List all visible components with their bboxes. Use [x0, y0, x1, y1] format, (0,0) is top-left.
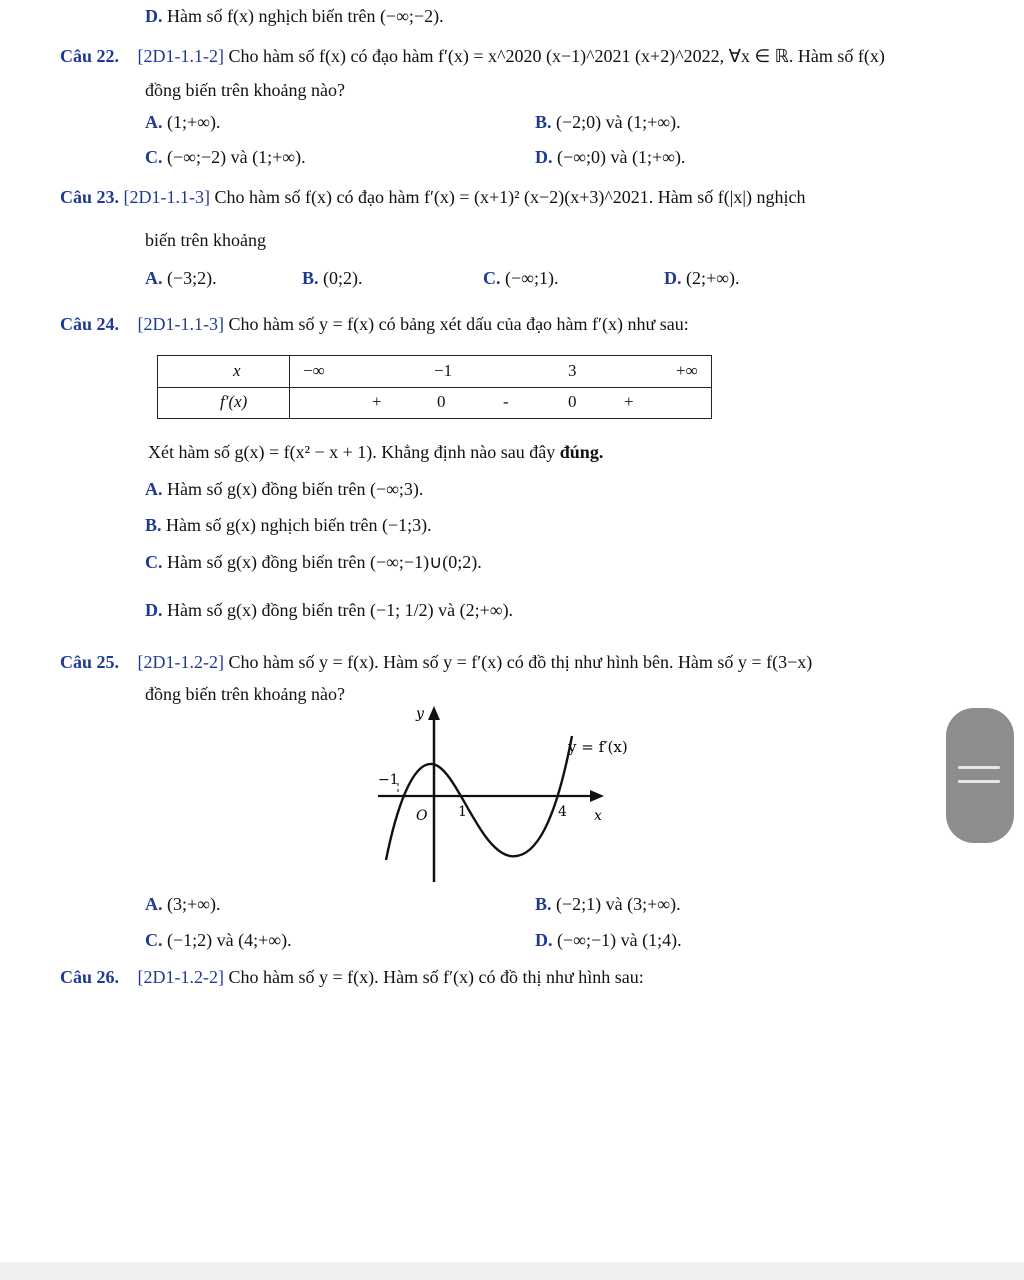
sign: -	[503, 392, 509, 411]
sign: 0	[437, 392, 446, 411]
x-value: −∞	[303, 361, 325, 380]
q23-stem-line2: biến trên khoảng	[145, 230, 266, 250]
q25-option-b: B. (−2;1) và (3;+∞).	[535, 894, 681, 914]
x-axis-label: x	[594, 808, 602, 824]
tick-minus1: −1	[378, 772, 399, 788]
derivative-graph	[372, 700, 654, 885]
q23-option-b: B. (0;2).	[302, 268, 363, 288]
grip-line-icon	[958, 766, 1000, 769]
curve-label: y = f′(x)	[568, 738, 628, 756]
sign: +	[372, 392, 382, 411]
q23-option-c: C. (−∞;1).	[483, 268, 559, 288]
q25-option-a: A. (3;+∞).	[145, 894, 221, 914]
q22-option-a: A. (1;+∞).	[145, 112, 221, 132]
y-axis-arrow	[428, 706, 440, 720]
q24-consider: Xét hàm số g(x) = f(x² − x + 1). Khẳng định nào sau đây đúng.	[148, 442, 604, 462]
sign-table	[157, 355, 712, 419]
q24-option-b: B. Hàm số g(x) nghịch biến trên (−1;3).	[145, 515, 432, 535]
q24-option-c: C. Hàm số g(x) đồng biến trên (−∞;−1)∪(0;2).	[145, 552, 482, 572]
q26-stem: Câu 26. [2D1-1.2-2] Cho hàm số y = f(x). Hàm số f′(x) có đồ thị như hình sau:	[60, 967, 644, 987]
q25-option-c: C. (−1;2) và (4;+∞).	[145, 930, 292, 950]
q25-stem: Câu 25. [2D1-1.2-2] Cho hàm số y = f(x). Hàm số y = f′(x) có đồ thị như hình bên. Hàm số y = f(3−x)	[60, 652, 813, 672]
table-divider	[289, 356, 290, 418]
sign: 0	[568, 392, 577, 411]
fprime-curve	[386, 736, 572, 860]
q25-option-d: D. (−∞;−1) và (1;4).	[535, 930, 682, 950]
x-axis-arrow	[590, 790, 604, 802]
sign-table-x-row	[158, 356, 711, 388]
grip-line-icon	[958, 780, 1000, 783]
tick-4: 4	[558, 804, 567, 820]
x-label: x	[233, 361, 241, 380]
q23-stem: Câu 23. [2D1-1.1-3] Cho hàm số f(x) có đạo hàm f′(x) = (x+1)² (x−2)(x+3)^2021. Hàm số f(|x|) nghịch	[60, 187, 806, 207]
q24-option-d: D. Hàm số g(x) đồng biến trên (−1; 1/2) và (2;+∞).	[145, 600, 514, 620]
q22-option-d: D. (−∞;0) và (1;+∞).	[535, 147, 686, 167]
q22-option-c: C. (−∞;−2) và (1;+∞).	[145, 147, 306, 167]
q23-option-a: A. (−3;2).	[145, 268, 217, 288]
q22-stem: Câu 22. [2D1-1.1-2] Cho hàm số f(x) có đạo hàm f′(x) = x^2020 (x−1)^2021 (x+2)^2022, ∀x ∈ ℝ. Hàm số f(x)	[60, 46, 885, 66]
q22-option-b: B. (−2;0) và (1;+∞).	[535, 112, 681, 132]
q21-option-d: D. Hàm số f(x) nghịch biến trên (−∞;−2).	[145, 6, 444, 26]
q24-stem: Câu 24. [2D1-1.1-3] Cho hàm số y = f(x) có bảng xét dấu của đạo hàm f′(x) như sau:	[60, 314, 689, 334]
tick-origin: O	[416, 808, 428, 824]
fp-label: f′(x)	[220, 392, 248, 411]
x-value: −1	[434, 361, 453, 380]
scroll-handle[interactable]	[946, 708, 1014, 843]
x-value: 3	[568, 361, 577, 380]
q24-option-a: A. Hàm số g(x) đồng biến trên (−∞;3).	[145, 479, 424, 499]
q25-stem-line2: đồng biến trên khoảng nào?	[145, 684, 345, 704]
sign-table-fp-row	[158, 387, 711, 418]
q23-option-d: D. (2;+∞).	[664, 268, 740, 288]
y-axis-label: y	[416, 706, 424, 722]
tick-1: 1	[458, 804, 467, 820]
x-value: +∞	[676, 361, 698, 380]
sign: +	[624, 392, 634, 411]
q22-stem-line2: đồng biến trên khoảng nào?	[145, 80, 345, 100]
page-bottom-strip	[0, 1262, 1024, 1280]
